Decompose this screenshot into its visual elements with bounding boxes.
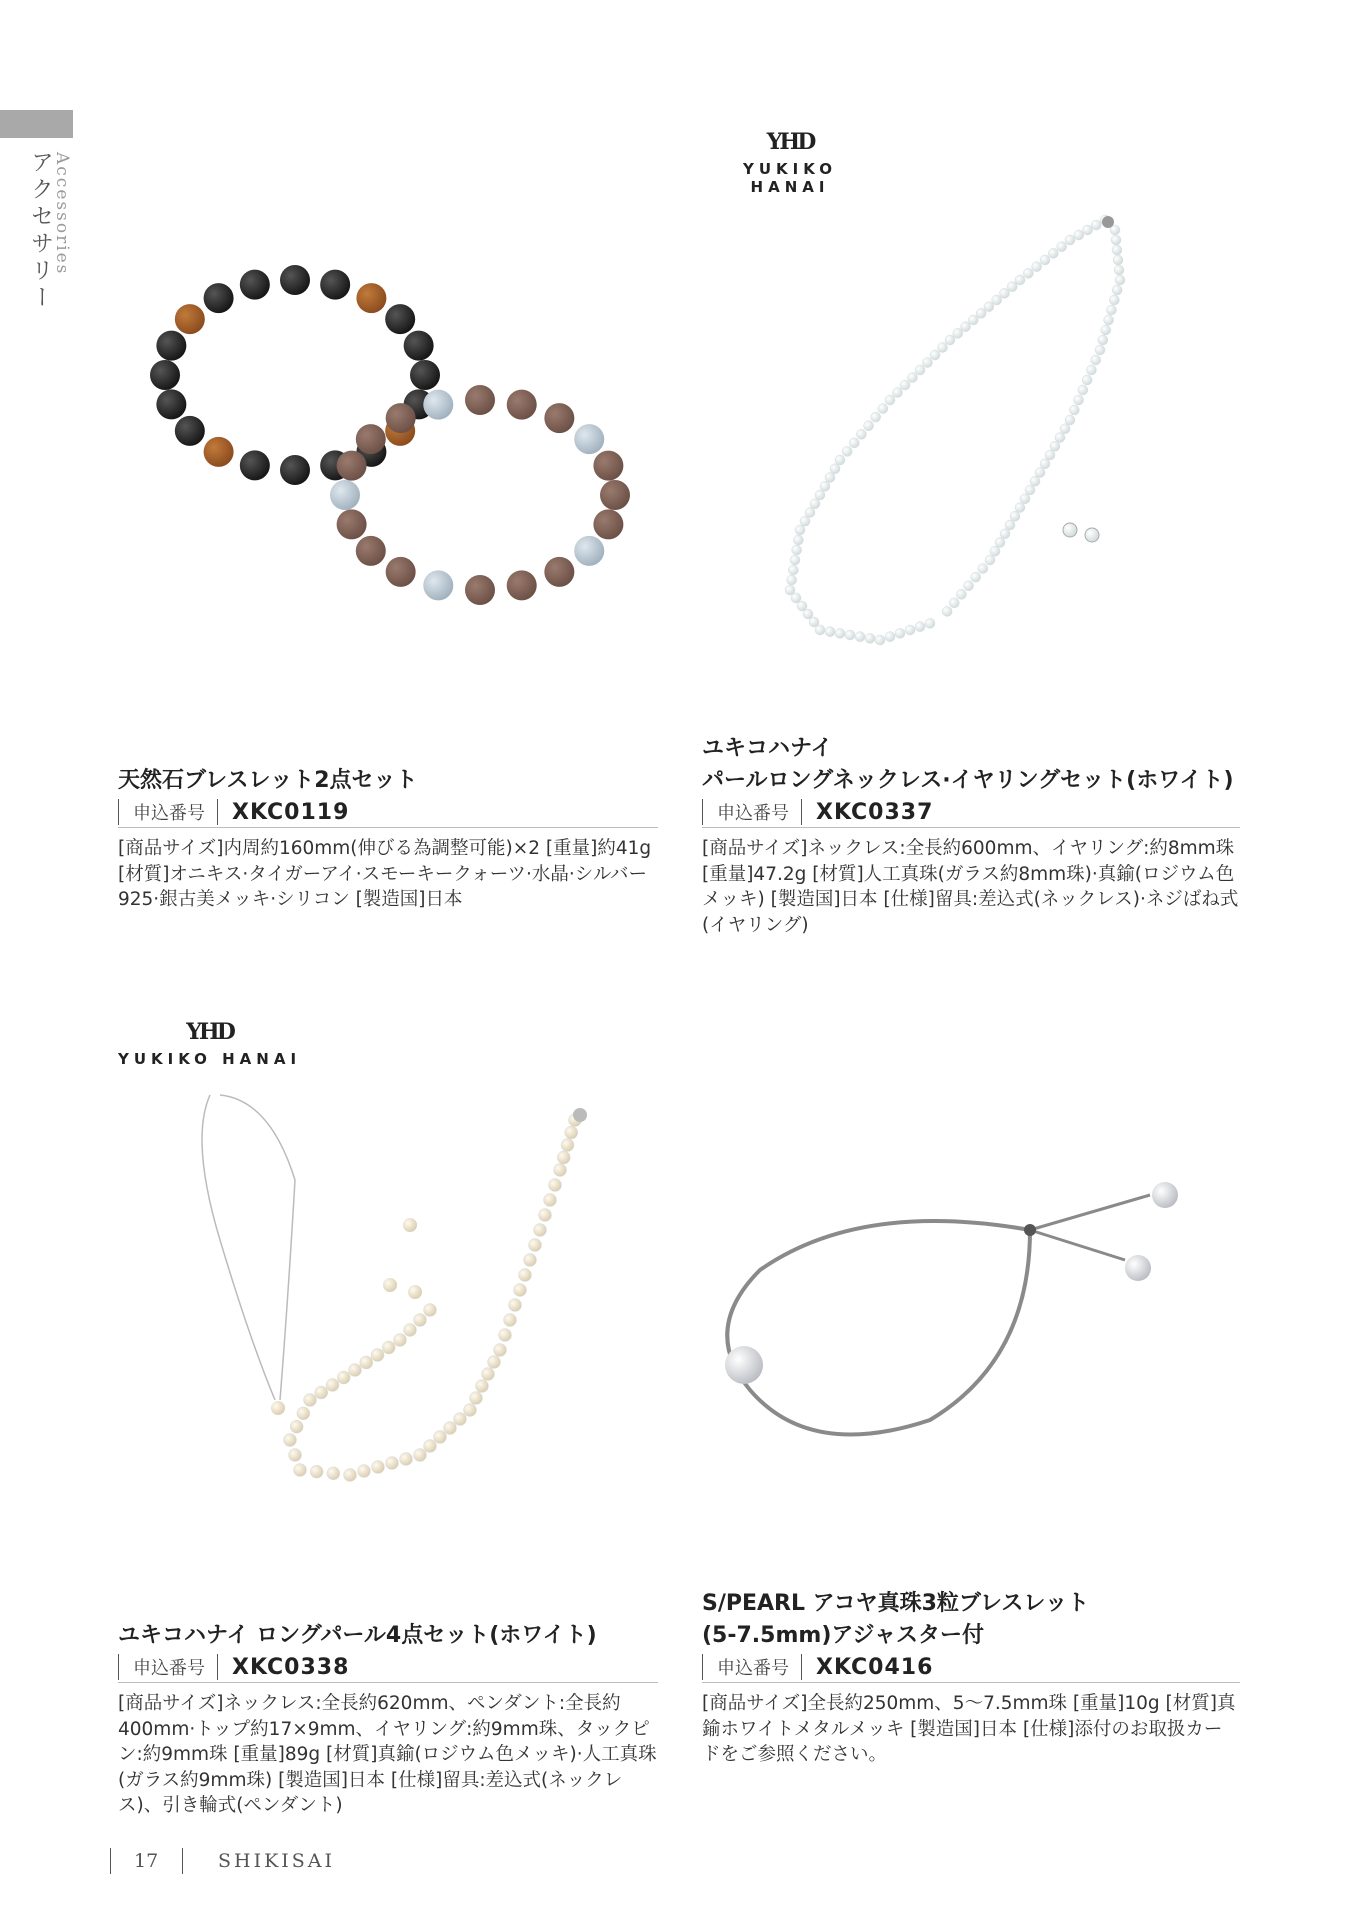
pearl-bead xyxy=(1074,395,1084,405)
pearl-bead xyxy=(825,627,835,637)
pearl-bead xyxy=(1000,529,1010,539)
pearl-bead xyxy=(529,1239,542,1252)
pearl-bead xyxy=(1040,459,1050,469)
pearl-bead xyxy=(790,555,800,565)
smoky-crystal-bead xyxy=(465,385,495,415)
product-image-pearl-bracelet xyxy=(710,1160,1210,1480)
product-1 xyxy=(118,765,658,913)
pearl-bead xyxy=(565,1126,578,1139)
order-code-label: 申込番号 xyxy=(717,803,789,824)
product-description: [商品サイズ]ネックレス:全長約620mm、ペンダント:全長約400mm·トップ約17×9mm、イヤリング:約9mm珠、タックピン:約9mm珠 [重量]89g [材質]真鍮(ロジウム色メッキ)·人工真珠(ガラス約9mm珠) [製造国]日本 [仕様]留具:差込式(ネックレス)、引き輪式(ペンダント) xyxy=(118,1693,657,1816)
adjuster-cord xyxy=(1030,1195,1150,1230)
order-code: XKC0337 xyxy=(816,799,934,825)
pearl-bead xyxy=(294,1464,307,1477)
pearl-bead xyxy=(787,575,797,585)
pearl-bead xyxy=(371,1349,384,1362)
pearl-bead xyxy=(999,288,1009,298)
pearl-bead xyxy=(849,438,859,448)
pearl-bead xyxy=(414,1449,427,1462)
pearl-bead xyxy=(534,1224,547,1237)
pearl-bead xyxy=(1098,335,1108,345)
adjuster-cord xyxy=(1030,1230,1125,1260)
pearl-bead xyxy=(514,1284,527,1297)
smoky-crystal-bead xyxy=(507,570,537,600)
smoky-crystal-bead xyxy=(507,390,537,420)
pearl-bead xyxy=(360,1356,373,1369)
pearl-bead xyxy=(1055,433,1065,443)
footer-divider xyxy=(182,1848,183,1874)
smoky-crystal-bead xyxy=(386,403,416,433)
pearl-bead xyxy=(554,1164,567,1177)
product-description: [商品サイズ]内周約160mm(伸びる為調整可能)×2 [重量]約41g [材質]オニキス·タイガーアイ·スモーキークォーツ·水晶·シルバー925·銀古美メッキ·シリコン [製造国]日本 xyxy=(118,838,652,910)
pearl-bead xyxy=(424,1304,437,1317)
pearl-bead xyxy=(1035,468,1045,478)
pearl-bead xyxy=(290,1420,303,1433)
product-description: [商品サイズ]ネックレス:全長約600mm、イヤリング:約8mm珠 [重量]47.2g [材質]人工真珠(ガラス約8mm珠)·真鍮(ロジウム色メッキ) [製造国]日本 [仕様]留具:差込式(ネックレス)·ネジばね式(イヤリング) xyxy=(702,838,1239,936)
pearl-bead xyxy=(400,1453,413,1466)
order-code-row xyxy=(118,797,658,828)
pearl-bead xyxy=(990,546,1000,556)
onyx-tiger-bead xyxy=(240,270,270,300)
pearl-bead xyxy=(938,343,948,353)
order-code-row xyxy=(702,1652,1240,1683)
pearl-bead xyxy=(1030,476,1040,486)
pearl-bead xyxy=(315,1386,328,1399)
pearl-bead xyxy=(1113,255,1123,265)
smoky-crystal-bead xyxy=(330,480,360,510)
pearl-bead xyxy=(1045,450,1055,460)
pearl-bead xyxy=(454,1413,467,1426)
smoky-crystal-bead xyxy=(574,424,604,454)
pearl-bead xyxy=(310,1465,323,1478)
pearl-bead xyxy=(349,1364,362,1377)
pearl-bead xyxy=(923,358,933,368)
earring-icon xyxy=(403,1218,417,1232)
pearl-bead xyxy=(1015,503,1025,513)
pearl-bead xyxy=(1112,285,1122,295)
onyx-tiger-bead xyxy=(240,450,270,480)
pearl-bead xyxy=(878,404,888,414)
pearl-bead xyxy=(1115,275,1125,285)
pearl-bead xyxy=(871,412,881,422)
pearl-bead xyxy=(953,328,963,338)
product-title-line-1: S/PEARL アコヤ真珠3粒ブレスレット xyxy=(702,1591,1090,1616)
pearl-bead xyxy=(284,1434,297,1447)
product-title-line-1: ユキコハナイ xyxy=(702,736,833,761)
pearl-bead xyxy=(976,308,986,318)
product-title-line-2: パールロングネックレス·イヤリングセット(ホワイト) xyxy=(702,768,1234,793)
onyx-tiger-bead xyxy=(320,270,350,300)
product-image-long-pearl-set xyxy=(180,1080,620,1530)
pearl-bead xyxy=(968,315,978,325)
order-code: XKC0416 xyxy=(816,1654,934,1680)
pearl-bead xyxy=(864,421,874,431)
smoky-crystal-bead xyxy=(465,575,495,605)
pearl-bead xyxy=(845,630,855,640)
smoky-crystal-bead xyxy=(593,509,623,539)
pearl-bead xyxy=(1109,295,1119,305)
pearl-bead xyxy=(544,1194,557,1207)
pearl-bead xyxy=(885,395,895,405)
pearl-bead xyxy=(925,618,935,628)
pearl-bead xyxy=(1020,494,1030,504)
pearl-bead xyxy=(984,302,994,312)
clasp-icon xyxy=(1102,216,1114,228)
pearl-bead xyxy=(404,1324,417,1337)
order-code: XKC0338 xyxy=(232,1654,350,1680)
smoky-crystal-bead xyxy=(356,536,386,566)
smoky-crystal-bead xyxy=(600,480,630,510)
onyx-tiger-bead xyxy=(156,389,186,419)
product-title-line-2: (5-7.5mm)アジャスター付 xyxy=(702,1623,985,1648)
earring-icon xyxy=(1063,523,1077,537)
product-3 xyxy=(118,1620,658,1819)
pearl-bead xyxy=(825,473,835,483)
smoky-crystal-bead xyxy=(337,451,367,481)
bracelet-cord xyxy=(727,1221,1030,1435)
smoky-crystal-bead xyxy=(386,557,416,587)
pearl-bead xyxy=(905,625,915,635)
pearl-bead xyxy=(482,1368,495,1381)
pearl-bead xyxy=(830,464,840,474)
pearl-bead xyxy=(908,373,918,383)
brand-name: YUKIKO HANAI xyxy=(117,1050,302,1068)
pearl-bead xyxy=(1152,1182,1178,1208)
product-4 xyxy=(702,1588,1240,1768)
pearl-bead xyxy=(815,490,825,500)
pearl-bead xyxy=(985,555,995,565)
pearl-bead xyxy=(519,1269,532,1282)
pearl-bead xyxy=(971,572,981,582)
pearl-bead xyxy=(945,335,955,345)
page-number: 17 xyxy=(134,1850,159,1872)
pearl-bead xyxy=(539,1209,552,1222)
magazine-name: SHIKISAI xyxy=(218,1850,336,1872)
onyx-tiger-bead xyxy=(175,304,205,334)
pearl-bead xyxy=(1032,262,1042,272)
pearl-bead xyxy=(895,628,905,638)
pearl-bead xyxy=(1040,255,1050,265)
pearl-bead xyxy=(1015,275,1025,285)
pearl-bead xyxy=(788,565,798,575)
pendant-pearl xyxy=(271,1401,285,1415)
pearl-bead xyxy=(494,1344,507,1357)
onyx-tiger-bead xyxy=(175,416,205,446)
pearl-bead xyxy=(792,545,802,555)
pearl-bead xyxy=(557,1151,570,1164)
pearl-bead xyxy=(800,516,810,526)
pearl-bead xyxy=(915,365,925,375)
pearl-bead xyxy=(504,1314,517,1327)
pearl-bead xyxy=(835,455,845,465)
smoky-crystal-bead xyxy=(544,403,574,433)
brand-monogram: YHD xyxy=(766,129,814,155)
pearl-bead xyxy=(1112,245,1122,255)
smoky-crystal-bead xyxy=(593,451,623,481)
pearl-bead xyxy=(856,429,866,439)
order-code-row xyxy=(118,1652,658,1683)
pearl-bead xyxy=(875,635,885,645)
smoky-crystal-bead xyxy=(544,557,574,587)
pearl-bead xyxy=(444,1422,457,1435)
onyx-tiger-bead xyxy=(204,437,234,467)
pearl-bead xyxy=(1101,325,1111,335)
product-title: ユキコハナイ ロングパール4点セット(ホワイト) xyxy=(118,1623,597,1648)
onyx-tiger-bead xyxy=(404,331,434,361)
pearl-bead xyxy=(978,564,988,574)
pearl-bead xyxy=(820,481,830,491)
smoky-crystal-bead xyxy=(337,509,367,539)
pearl-bead xyxy=(326,1379,339,1392)
product-description: [商品サイズ]全長約250mm、5～7.5mm珠 [重量]10g [材質]真鍮ホワイトメタルメッキ [製造国]日本 [仕様]添付のお取扱カードをご参照ください。 xyxy=(702,1693,1236,1765)
pearl-bead xyxy=(297,1407,310,1420)
pearl-bead xyxy=(476,1380,489,1393)
pearl-bead xyxy=(1069,405,1079,415)
pearl-bead xyxy=(930,350,940,360)
pearl-bead xyxy=(1074,230,1084,240)
earring-icon xyxy=(383,1278,397,1292)
pearl-bead xyxy=(865,633,875,643)
pearl-bead xyxy=(964,581,974,591)
pearl-bead xyxy=(304,1394,317,1407)
clasp-icon xyxy=(573,1108,587,1122)
pearl-bead xyxy=(499,1329,512,1342)
pearl-bead xyxy=(725,1346,763,1384)
pearl-bead xyxy=(795,525,805,535)
order-code: XKC0119 xyxy=(232,799,350,825)
pearl-bead xyxy=(855,632,865,642)
pearl-bead xyxy=(1048,248,1058,258)
pearl-bead xyxy=(289,1449,302,1462)
pearl-bead xyxy=(1114,265,1124,275)
onyx-tiger-bead xyxy=(156,331,186,361)
pearl-bead xyxy=(1091,220,1101,230)
pearl-bead xyxy=(942,606,952,616)
pearl-bead xyxy=(805,508,815,518)
pearl-bead xyxy=(358,1465,371,1478)
pearl-bead xyxy=(893,388,903,398)
pearl-bead xyxy=(835,628,845,638)
order-code-label: 申込番号 xyxy=(133,1658,205,1679)
footer-divider xyxy=(110,1848,111,1874)
pearl-bead xyxy=(885,632,895,642)
pearl-bead xyxy=(372,1461,385,1474)
pearl-bead xyxy=(1086,365,1096,375)
pearl-bead xyxy=(488,1356,501,1369)
onyx-tiger-bead xyxy=(356,283,386,313)
onyx-tiger-bead xyxy=(385,304,415,334)
brand-name: YUKIKO HANAI xyxy=(743,160,837,196)
pearl-bead xyxy=(1025,485,1035,495)
product-title: 天然石ブレスレット2点セット xyxy=(118,768,418,793)
pearl-bead xyxy=(386,1457,399,1470)
pearl-bead xyxy=(549,1179,562,1192)
product-2 xyxy=(702,733,1240,938)
pearl-bead xyxy=(1060,424,1070,434)
pearl-bead xyxy=(961,322,971,332)
onyx-tiger-bead xyxy=(204,283,234,313)
pearl-bead xyxy=(1104,315,1114,325)
pearl-bead xyxy=(956,589,966,599)
pearl-bead xyxy=(327,1467,340,1480)
pearl-bead xyxy=(810,499,820,509)
pearl-bead xyxy=(1065,235,1075,245)
pearl-bead xyxy=(1125,1255,1151,1281)
pearl-bead xyxy=(337,1371,350,1384)
pearl-bead xyxy=(561,1139,574,1152)
product-image-bracelets xyxy=(140,250,660,630)
brand-monogram: YHD xyxy=(186,1019,233,1045)
section-tab-bar xyxy=(0,110,73,138)
pearl-bead xyxy=(1095,345,1105,355)
pearl-bead xyxy=(424,1440,437,1453)
pearl-bead xyxy=(1082,375,1092,385)
onyx-tiger-bead xyxy=(280,455,310,485)
section-label-en: Accessories xyxy=(52,152,72,276)
section-label-jp: アクセサリー xyxy=(27,150,53,312)
pearl-bead xyxy=(949,598,959,608)
pearl-bead xyxy=(524,1254,537,1267)
pearl-bead xyxy=(509,1299,522,1312)
pearl-bead xyxy=(995,538,1005,548)
pendant-chain xyxy=(202,1095,275,1400)
smoky-crystal-bead xyxy=(423,390,453,420)
earring-icon xyxy=(408,1285,422,1299)
pearl-bead xyxy=(434,1431,447,1444)
pearl-bead xyxy=(1111,235,1121,245)
pearl-bead xyxy=(793,535,803,545)
pearl-bead xyxy=(1010,511,1020,521)
onyx-tiger-bead xyxy=(280,265,310,295)
pearl-bead xyxy=(842,446,852,456)
pearl-bead xyxy=(344,1469,357,1482)
pearl-bead xyxy=(1083,225,1093,235)
pearl-bead xyxy=(1005,520,1015,530)
pearl-bead xyxy=(464,1404,477,1417)
pearl-bead xyxy=(1106,305,1116,315)
pearl-bead xyxy=(992,295,1002,305)
brand-logo-1 xyxy=(700,130,880,196)
pearl-bead xyxy=(470,1392,483,1405)
smoky-crystal-bead xyxy=(423,570,453,600)
pearl-bead xyxy=(900,380,910,390)
onyx-tiger-bead xyxy=(150,360,180,390)
pearl-bead xyxy=(915,622,925,632)
pearl-bead xyxy=(1057,242,1067,252)
smoky-crystal-bead xyxy=(356,424,386,454)
smoky-crystal-bead xyxy=(574,536,604,566)
pearl-bead xyxy=(1078,385,1088,395)
slider-bead xyxy=(1024,1224,1036,1236)
pearl-bead xyxy=(1023,268,1033,278)
pearl-bead xyxy=(382,1341,395,1354)
pearl-bead xyxy=(1007,282,1017,292)
order-code-label: 申込番号 xyxy=(717,1658,789,1679)
order-code-row xyxy=(702,797,1240,828)
pearl-bead xyxy=(1065,415,1075,425)
pearl-bead xyxy=(1050,441,1060,451)
onyx-tiger-bead xyxy=(410,360,440,390)
product-image-pearl-necklace xyxy=(770,200,1150,660)
brand-logo-2 xyxy=(117,1020,302,1068)
pearl-bead xyxy=(815,625,825,635)
pearl-bead xyxy=(394,1334,407,1347)
order-code-label: 申込番号 xyxy=(133,803,205,824)
pearl-bead xyxy=(414,1314,427,1327)
pearl-bead xyxy=(1091,355,1101,365)
earring-icon xyxy=(1085,528,1099,542)
